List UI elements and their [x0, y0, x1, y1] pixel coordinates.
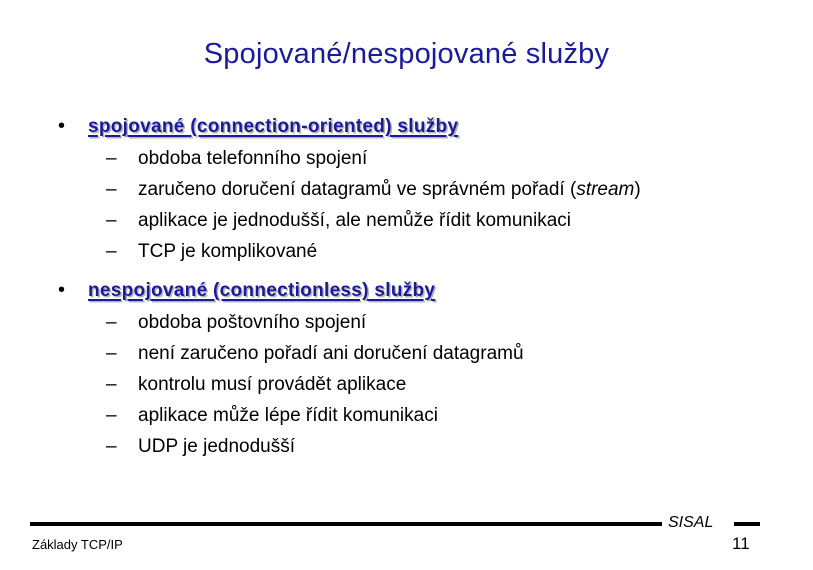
list-item — [58, 179, 641, 210]
list-item — [58, 312, 524, 343]
slide-title: Spojované/nespojované služby — [203, 38, 610, 70]
bullet-icon: • — [58, 279, 66, 301]
section-heading-row — [58, 280, 524, 310]
sub-list — [58, 148, 641, 272]
list-item — [58, 436, 524, 467]
list-item — [58, 241, 641, 272]
footer-course-title: Základy TCP/IP — [32, 537, 123, 552]
list-item — [58, 148, 641, 179]
dash-icon: – — [106, 241, 117, 262]
list-item-text: UDP je jednodušší — [138, 436, 296, 457]
dash-icon: – — [106, 312, 117, 333]
list-item — [58, 405, 524, 436]
footer-brand: SISAL — [668, 514, 714, 531]
dash-icon: – — [106, 374, 117, 395]
list-item-text: obdoba telefonního spojení — [138, 148, 368, 169]
list-item-text: TCP je komplikované — [138, 241, 318, 262]
footer-divider-left — [30, 522, 662, 526]
dash-icon: – — [106, 179, 117, 200]
dash-icon: – — [106, 343, 117, 364]
dash-icon: – — [106, 405, 117, 426]
list-item — [58, 343, 524, 374]
dash-icon: – — [106, 148, 117, 169]
page-number: 11 — [732, 534, 750, 553]
list-item-text: kontrolu musí provádět aplikace — [138, 374, 407, 395]
list-item-text: aplikace může lépe řídit komunikaci — [138, 405, 438, 426]
section-heading: spojované (connection-oriented) služby — [88, 116, 459, 137]
section-connection-oriented — [58, 116, 641, 272]
footer-divider-right — [734, 522, 760, 526]
sub-list — [58, 312, 524, 467]
section-heading: nespojované (connectionless) služby — [88, 280, 436, 301]
section-heading-row — [58, 116, 641, 146]
list-item-text: obdoba poštovního spojení — [138, 312, 367, 333]
list-item — [58, 374, 524, 405]
list-item-text: není zaručeno pořadí ani doručení datagramů — [138, 343, 524, 364]
list-item — [58, 210, 641, 241]
dash-icon: – — [106, 210, 117, 231]
list-item-text: zaručeno doručení datagramů ve správném pořadí (stream) — [138, 179, 641, 200]
bullet-icon: • — [58, 115, 66, 137]
list-item-text: aplikace je jednodušší, ale nemůže řídit komunikaci — [138, 210, 572, 231]
dash-icon: – — [106, 436, 117, 457]
section-connectionless — [58, 280, 524, 467]
